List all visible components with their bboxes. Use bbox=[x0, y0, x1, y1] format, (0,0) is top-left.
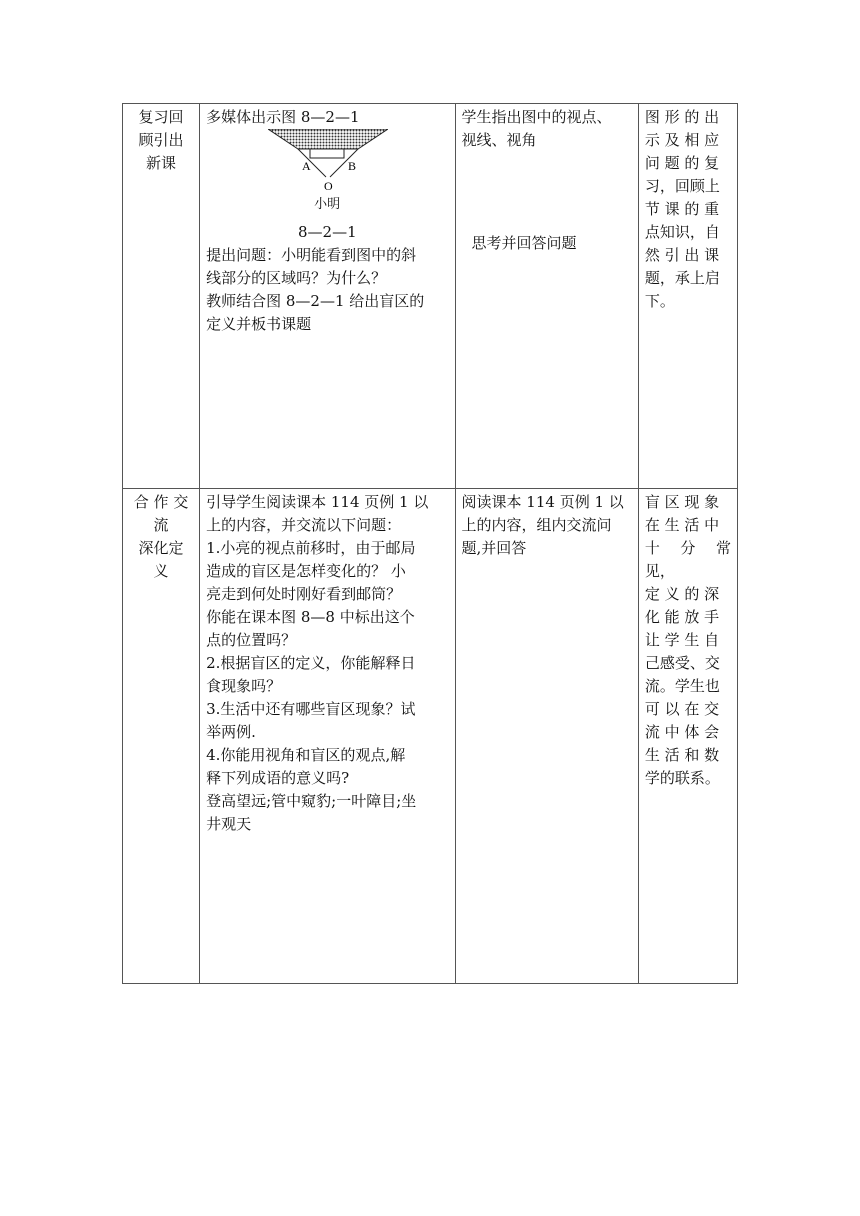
design-line: 学的联系。 bbox=[644, 769, 720, 787]
student-line: 学生指出图中的视点、 bbox=[461, 108, 612, 126]
stage-line: 新课 bbox=[146, 154, 177, 172]
design-line: 盲 区 现 象 bbox=[644, 493, 720, 511]
design-line: 问 题 的 复 bbox=[644, 154, 720, 172]
teacher-line: 释下列成语的意义吗? bbox=[206, 769, 350, 787]
teacher-line: 引导学生阅读课本 114 页例 1 以 bbox=[206, 493, 429, 511]
student-activity-cell bbox=[455, 104, 638, 489]
teacher-line: 上的内容，并交流以下问题： bbox=[206, 516, 402, 534]
obstacle-rect bbox=[310, 149, 344, 158]
blind-spot-figure bbox=[206, 129, 448, 221]
design-line: 己感受、交 bbox=[644, 654, 720, 672]
spacer bbox=[462, 152, 632, 232]
point-b-label: B bbox=[348, 159, 357, 173]
stage-cell-review bbox=[123, 104, 200, 489]
student-line: 题,并回答 bbox=[461, 539, 527, 557]
student-line: 视线、视角 bbox=[461, 131, 537, 149]
design-intent-cell bbox=[638, 489, 737, 984]
stage-line: 义 bbox=[153, 562, 169, 580]
table-row-cooperation bbox=[123, 489, 738, 984]
design-line: 下。 bbox=[644, 292, 675, 310]
teacher-line: 线部分的区域吗？为什么？ bbox=[206, 269, 387, 287]
design-line: 定 义 的 深 bbox=[644, 585, 720, 603]
lesson-plan-table bbox=[122, 103, 738, 984]
teacher-line: 点的位置吗？ bbox=[206, 631, 297, 649]
design-line: 化 能 放 手 bbox=[644, 608, 720, 626]
stage-line: 流 bbox=[153, 516, 169, 534]
teacher-line: 教师结合图 8—2—1 给出盲区的 bbox=[206, 292, 425, 310]
figure-caption: 小明 bbox=[314, 197, 341, 212]
design-line: 习，回顾上 bbox=[644, 177, 720, 195]
design-line: 让 学 生 自 bbox=[644, 631, 720, 649]
stage-line: 合 作 交 bbox=[133, 493, 189, 511]
teacher-line: 4.你能用视角和盲区的观点,解 bbox=[206, 746, 406, 764]
figure-number: 8—2—1 bbox=[298, 223, 357, 241]
teacher-activity-cell bbox=[200, 104, 455, 489]
stage-cell-cooperation bbox=[123, 489, 200, 984]
teacher-line: 登高望远;管中窥豹;一叶障目;坐 bbox=[206, 792, 417, 810]
design-line: 示 及 相 应 bbox=[644, 131, 720, 149]
teacher-line: 1.小亮的视点前移时，由于邮局 bbox=[206, 539, 416, 557]
point-a-label: A bbox=[302, 159, 311, 173]
design-line: 可 以 在 交 bbox=[644, 700, 720, 718]
teacher-line: 井观天 bbox=[206, 815, 252, 833]
design-line: 在 生 活 中 bbox=[644, 516, 720, 534]
design-line: 点知识，自 bbox=[644, 223, 720, 241]
teacher-line: 举两例. bbox=[206, 723, 256, 741]
design-line: 流 中 体 会 bbox=[644, 723, 720, 741]
design-line: 生 活 和 数 bbox=[644, 746, 720, 764]
teacher-line: 造成的盲区是怎样变化的？ 小 bbox=[206, 562, 406, 580]
blind-spot-diagram bbox=[268, 129, 388, 191]
design-line: 流。学生也 bbox=[644, 677, 720, 695]
teacher-activity-cell bbox=[200, 489, 455, 984]
blind-zone-shape bbox=[268, 129, 388, 149]
student-line: 阅读课本 114 页例 1 以 bbox=[461, 493, 624, 511]
point-o-label: O bbox=[324, 179, 333, 191]
design-line: 节 课 的 重 bbox=[644, 200, 720, 218]
stage-line: 深化定 bbox=[138, 539, 184, 557]
design-line: 十 分 常 见， bbox=[644, 539, 731, 580]
student-line: 上的内容，组内交流问 bbox=[461, 516, 612, 534]
table-row-review bbox=[123, 104, 738, 489]
student-activity-cell bbox=[455, 489, 638, 984]
design-line: 然 引 出 课 bbox=[644, 246, 720, 264]
teacher-line: 你能在课本图 8—8 中标出这个 bbox=[206, 608, 415, 626]
design-line: 图 形 的 出 bbox=[644, 108, 720, 126]
stage-line: 顾引出 bbox=[138, 131, 184, 149]
teacher-intro: 多媒体出示图 8—2—1 bbox=[206, 108, 360, 126]
teacher-line: 2.根据盲区的定义，你能解释日 bbox=[206, 654, 416, 672]
teacher-line: 亮走到何处时刚好看到邮筒？ bbox=[206, 585, 402, 603]
student-answer: 思考并回答问题 bbox=[471, 234, 577, 252]
stage-line: 复习回 bbox=[138, 108, 184, 126]
teacher-line: 提出问题：小明能看到图中的斜 bbox=[206, 246, 417, 264]
teacher-line: 3.生活中还有哪些盲区现象？试 bbox=[206, 700, 416, 718]
teacher-line: 定义并板书课题 bbox=[206, 315, 312, 333]
teacher-line: 食现象吗？ bbox=[206, 677, 282, 695]
design-intent-cell bbox=[638, 104, 737, 489]
design-line: 题，承上启 bbox=[644, 269, 720, 287]
